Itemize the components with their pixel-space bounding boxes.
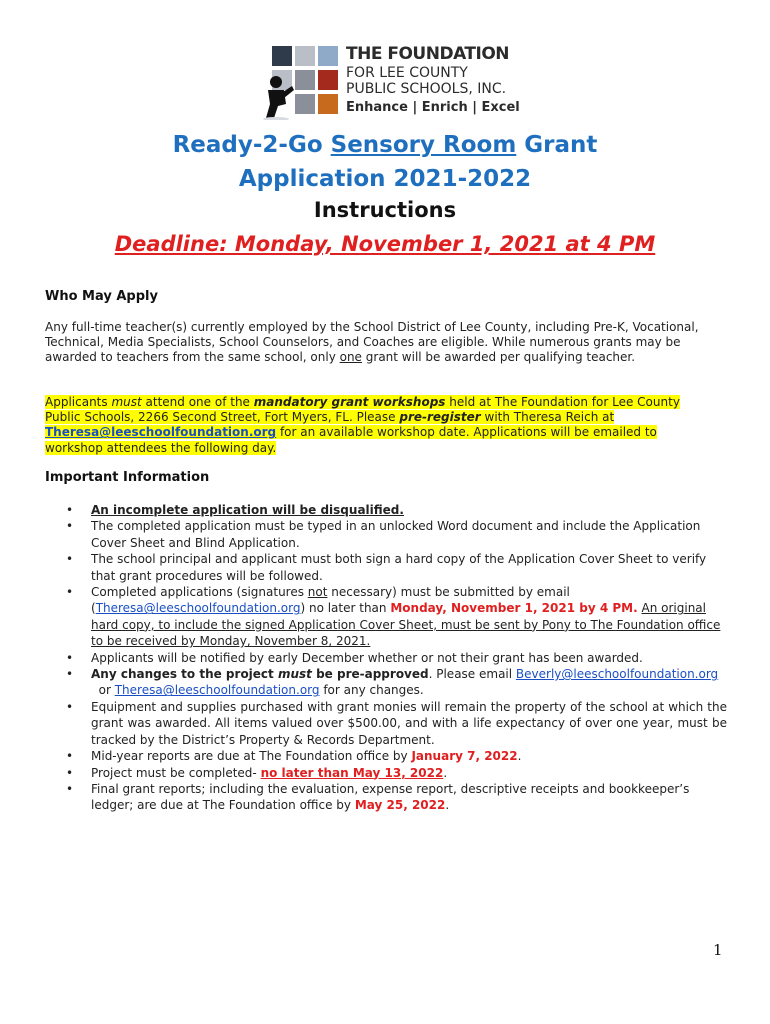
text: must: [277, 667, 312, 682]
logo-square: [318, 70, 338, 90]
text: mandatory grant workshops: [253, 395, 446, 409]
text: ) no later than: [300, 601, 391, 616]
text: must: [111, 395, 142, 409]
text: no later than May 13, 2022: [260, 765, 444, 780]
list-item: • The school principal and applicant must both sign a hard copy of the Application Cover Sheet to verify that grant procedures will be followed.: [66, 552, 707, 583]
list-item: • Any changes to the project must be pre-approved. Please email Beverly@leeschoolfoundation.org or Theresa@leeschoolfoundation.org for any changes.: [66, 667, 719, 698]
text: attend one of the: [141, 395, 254, 409]
text: for any changes.: [319, 683, 424, 698]
text: Final grant reports; including the evaluation, expense report, descriptive receipts and bookkeeper’s ledger; are due at The Foundation office by: [91, 781, 690, 813]
text: not: [307, 585, 328, 600]
text: . Please email: [428, 667, 516, 682]
list-item: • Equipment and supplies purchased with grant monies will remain the property of the school at which the grant was awarded. All items valued over $500.00, and with a life expectancy of over one year, must be tracked by the District’s Property & Records Department.: [66, 699, 727, 747]
list-item: • Project must be completed- no later than May 13, 2022.: [66, 765, 448, 780]
list-item: • Applicants will be notified by early December whether or not their grant has been awarded.: [66, 650, 643, 665]
list-item: • Mid-year reports are due at The Foundation office by January 7, 2022.: [66, 749, 522, 764]
text: Equipment and supplies purchased with grant monies will remain the property of the school at which the grant was awarded. All items valued over $500.00, and with a life expectancy of over one year, must be tracked by the District’s Property & Records Department.: [91, 699, 727, 747]
text: necessary) must be submitted by email (: [91, 585, 570, 616]
text: An original hard copy, to include the signed Application Cover Sheet, must be sent by Pony to The Foundation office to be received by Monday, November 8, 2021.: [91, 601, 721, 649]
text: .: [445, 798, 450, 813]
text: for an available workshop date. Applications will be emailed to workshop attendees the following day.: [45, 425, 657, 455]
theresa-email-link[interactable]: Theresa@leeschoolfoundation.org: [95, 601, 301, 616]
logo-tagline: Enhance | Enrich | Excel: [346, 100, 520, 115]
page-number: 1: [713, 941, 723, 959]
logo-square: [295, 94, 315, 114]
text: Monday, November 1, 2021 by 4 PM.: [390, 601, 638, 616]
logo-square: [318, 46, 338, 66]
instructions-heading: Instructions: [313, 198, 457, 222]
title-text: Grant: [516, 132, 598, 158]
text: Any changes to the project: [91, 667, 278, 682]
logo-subtitle: [346, 65, 506, 97]
important-info-list: [62, 502, 727, 814]
text: .: [443, 765, 448, 780]
text: Any full-time teacher(s) currently employed by the School District of Lee County, including Pre-K, Vocational, Technical, Media Specialists, School Counselors, and Coaches are eligible. While numerous grants may be awarded to teachers from the same school, only: [45, 320, 699, 365]
text: or: [91, 683, 115, 698]
list-item: • Completed applications (signatures not necessary) must be submitted by email (Theresa@leeschoolfoundation.org) no later than Monday, November 1, 2021 by 4 PM. An original hard copy, to include the signed Application Cover Sheet, must be sent by Pony to The Foundation office to be received by Monday, November 8, 2021.: [66, 585, 721, 649]
text: grant will be awarded per qualifying teacher.: [361, 350, 636, 365]
text: The school principal and applicant must both sign a hard copy of the Application Cover Sheet to verify that grant procedures will be followed.: [91, 552, 707, 583]
text: be pre-approved: [311, 667, 429, 682]
text: .: [517, 749, 522, 764]
text: Project must be completed-: [91, 765, 261, 780]
foundation-logo: [268, 44, 528, 120]
text: with Theresa Reich at: [480, 410, 615, 425]
beverly-email-link[interactable]: Beverly@leeschoolfoundation.org: [515, 667, 719, 682]
logo-square: [295, 46, 315, 66]
text: The completed application must be typed in an unlocked Word document and include the Application Cover Sheet and Blind Application.: [91, 519, 701, 550]
list-item: • The completed application must be typed in an unlocked Word document and include the Application Cover Sheet and Blind Application.: [66, 519, 701, 550]
logo-square: [295, 70, 315, 90]
logo-square: [272, 46, 292, 66]
eligibility-paragraph: [45, 320, 715, 366]
text: May 25, 2022: [354, 798, 446, 813]
workshop-paragraph: [45, 395, 717, 456]
text: An incomplete application will be disqualified.: [91, 503, 404, 517]
theresa-email-link[interactable]: Theresa@leeschoolfoundation.org: [114, 683, 320, 698]
title-text: Ready-2-Go: [172, 132, 331, 158]
text: held at The Foundation for Lee County Public Schools, 2266 Second Street, Fort Myers, FL. Please: [45, 395, 680, 425]
who-may-apply-heading: Who May Apply: [45, 289, 158, 304]
text: Applicants will be notified by early December whether or not their grant has been awarded.: [91, 650, 643, 665]
title-underlined-text: Sensory Room: [330, 132, 517, 158]
text: Mid-year reports are due at The Foundation office by: [91, 749, 412, 764]
text: Completed applications (signatures: [91, 585, 308, 600]
list-item: • An incomplete application will be disqualified.: [66, 503, 404, 517]
logo-line-2: FOR LEE COUNTY: [346, 65, 468, 81]
deadline-heading: Deadline: Monday, November 1, 2021 at 4 PM: [114, 232, 656, 256]
list-item: • Final grant reports; including the evaluation, expense report, descriptive receipts and bookkeeper’s ledger; are due at The Foundation office by May 25, 2022.: [66, 781, 690, 813]
title-line-2: Application 2021-2022: [238, 166, 532, 192]
logo-line-3: PUBLIC SCHOOLS, INC.: [346, 81, 507, 97]
theresa-email-link[interactable]: Theresa@leeschoolfoundation.org: [45, 425, 277, 440]
logo-square: [318, 94, 338, 114]
text: January 7, 2022: [411, 749, 518, 764]
logo-title: THE FOUNDATION: [346, 44, 509, 64]
text: one: [339, 350, 362, 365]
text: Applicants: [45, 395, 112, 409]
title-line-1: [0, 132, 770, 158]
child-figure-icon: [262, 74, 296, 120]
important-information-heading: Important Information: [45, 470, 210, 485]
text: pre-register: [399, 410, 481, 425]
